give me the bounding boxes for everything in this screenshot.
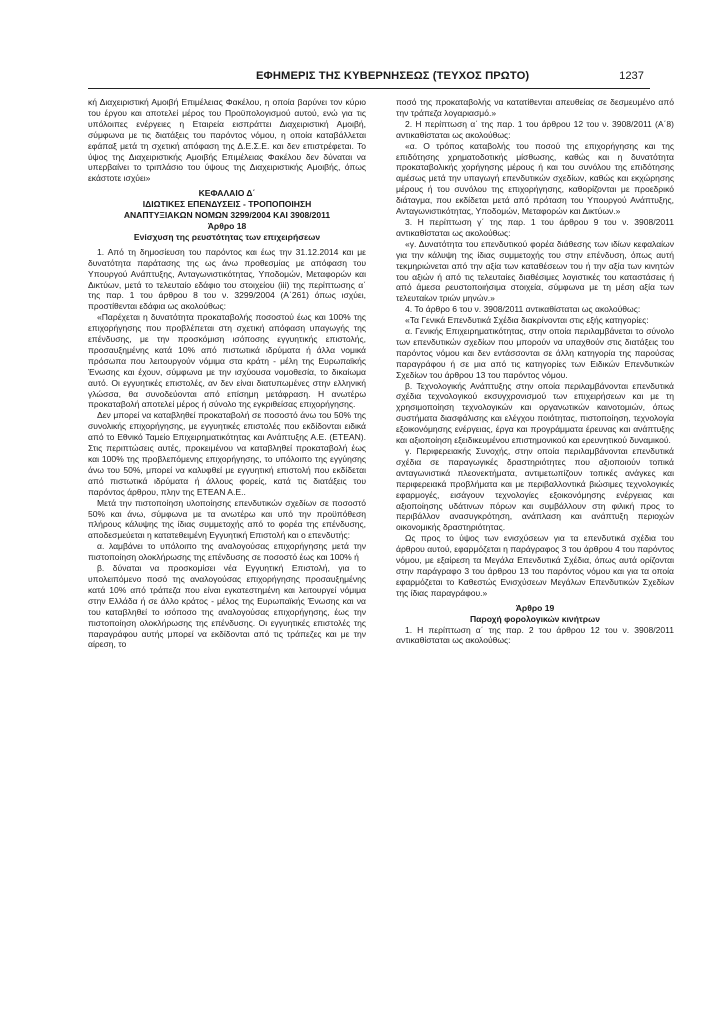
paragraph: 4. Το άρθρο 6 του ν. 3908/2011 αντικαθίσταται ως ακολούθως: — [405, 304, 641, 315]
paragraph: Ως προς το ύψος των ενισχύσεων για τα επενδυτικά σχέδια του άρθρου αυτού, εφαρμόζεται η παράγραφος 3 του άρθρου 4 του παρόντος νόμου, με εξαίρεση τα Μεγάλα Επενδυτικά Σχέδια, όπως αυτά ορίζονται στην παράγραφο 3 του άρθρου 13 του παρόντος νόμου και για τα οποία εφαρμόζεται το Καθεστώς Ενισχύσεων Μεγάλων Επενδυτικών Σχεδίων της ίδιας παραγράφου.» — [396, 533, 674, 598]
page-header — [88, 70, 650, 89]
paragraph: κή Διαχειριστική Αμοιβή Επιμέλειας Φακέλου, η οποία βαρύνει τον κύριο του έργου και αποτελεί μέρος του Προϋπολογισμού αυτού, ενώ για τις υπόλοιπες ενέργειες η Εταιρεία εισπράττει Διαχειριστική Αμοιβή, σύμφωνα με τις διατάξεις του παρόντος νόμου, η οποία καταβάλλεται εφάπαξ μετά τη σχετική απόφαση της Δ.Ε.Σ.Ε. και δεν επιστρέφεται. Το ύψος της Διαχειριστικής Αμοιβής Επιμέλειας Φακέλου δεν δύναται να υπερβαίνει το τριπλάσιο του ύψους της Διαχειριστικής Αμοιβής, όπως εκάστοτε ισχύει» — [88, 97, 366, 184]
paragraph: β. Τεχνολογικής Ανάπτυξης στην οποία περιλαμβάνονται επενδυτικά σχέδια τεχνολογικού εκσυγχρονισμού των επιχειρήσεων και με τη χρησιμοποίηση τεχνολογικών και οργανωτικών καινοτομιών, όπως συστήματα διασφάλισης και ελέγχου ποιότητας, πιστοποίηση, τεχνολογία εξοικονόμησης ενέργειας, έργα και προγράμματα έρευνας και ανάπτυξης και αξιοποίηση εξειδικευμένου επιστημονικού και ερευνητικού δυναμικού. — [396, 380, 674, 446]
paragraph: 2. Η περίπτωση α΄ της παρ. 1 του άρθρου 12 του ν. 3908/2011 (Α΄8) αντικαθίσταται ως ακολούθως: — [396, 118, 674, 140]
left-column — [88, 97, 366, 650]
paragraph: Μετά την πιστοποίηση υλοποίησης επενδυτικών σχεδίων σε ποσοστό 50% και άνω, σύμφωνα με τα ανωτέρω και υπό την προϋπόθεση πλήρους κάλυψης της ίδιας συμμετοχής από το φορέα της επένδυσης, αποδεσμεύεται η κατατεθειμένη Εγγυητική Επιστολή και ο επενδυτής: — [88, 497, 366, 541]
paragraph: 1. Η περίπτωση α΄ της παρ. 2 του άρθρου 12 του ν. 3908/2011 αντικαθίσταται ως ακολούθως: — [396, 624, 674, 646]
paragraph: «Παρέχεται η δυνατότητα προκαταβολής ποσοστού έως και 100% της επιχορήγησης που προβλέπεται στη σχετική απόφαση υπαγωγής της επένδυσης, με την προσκόμιση ισόποσης εγγυητικής επιστολής, προσαυξημένης κατά 10% από πιστωτικά ιδρύματα ή άλλα νομικά πρόσωπα που λειτουργούν νόμιμα στα κράτη - μέλη της Ευρωπαϊκής Ένωσης και έχουν, σύμφωνα με την ισχύουσα νομοθεσία, το δικαίωμα αυτό. Οι εγγυητικές επιστολές, αν δεν είναι διατυπωμένες στην ελληνική γλώσσα, θα συνοδεύονται από επίσημη μετάφραση. Η ανωτέρω προκαταβολή αποτελεί μέρος ή σύνολο της εγκριθείσας επιχορήγησης. — [88, 312, 366, 410]
paragraph: «γ. Δυνατότητα του επενδυτικού φορέα διάθεσης των ιδίων κεφαλαίων για την κάλυψη της ίδιας συμμετοχής του στην επένδυση, όπως αυτή τεκμηριώνεται από την αξία των καταθέσεων του ή την αξία των κινητών του αξιών ή από τις τελευταίες διαθέσιμες λογιστικές του καταστάσεις ή από άμεσα ρευστοποιήσιμα στοιχεία, σύμφωνα με τη μέση αξία των τελευταίων τριών μηνών.» — [396, 238, 674, 304]
paragraph: Δεν μπορεί να καταβληθεί προκαταβολή σε ποσοστό άνω του 50% της συνολικής επιχορήγησης, με εγγυητικές επιστολές που εκδίδονται ειδικά από το Εθνικό Ταμείο Επιχειρηματικότητας και Ανάπτυξης Α.Ε. (ΕΤΕΑΝ). Στις περιπτώσεις αυτές, προκειμένου να καταβληθεί προκαταβολή έως και 100% της προβλεπόμενης επιχορήγησης, το υπόλοιπο της εγγύησης άνω του 50%, μπορεί να καλυφθεί με εγγυητική επιστολή που εκδίδεται από πιστωτικά ιδρύματα ή άλλους φορείς, κατά τις διατάξεις του παρόντος άρθρου, πλην της ΕΤΕΑΝ Α.Ε.. — [88, 410, 366, 497]
page-number: 1237 — [619, 70, 644, 82]
chapter-label: ΚΕΦΑΛΑΙΟ Δ΄ — [198, 188, 256, 199]
chapter-title: ΙΔΙΩΤΙΚΕΣ ΕΠΕΝΔΥΣΕΙΣ - ΤΡΟΠΟΠΟΙΗΣΗ — [142, 199, 312, 210]
paragraph: ποσό της προκαταβολής να κατατίθενται απευθείας σε δεσμευμένο από την τράπεζα λογαριασμό.» — [396, 97, 674, 118]
gazette-title: ΕΦΗΜΕΡΙΣ ΤΗΣ ΚΥΒΕΡΝΗΣΕΩΣ (ΤΕΥΧΟΣ ΠΡΩΤΟ) — [256, 70, 530, 82]
paragraph: β. δύναται να προσκομίσει νέα Εγγυητική Επιστολή, για το υπολειπόμενο ποσό της αναλογούσας επιχορήγησης προσαυξημένης κατά 10% από τράπεζα που είναι εγκατεστημένη και λειτουργεί νόμιμα στην Ελλάδα ή σε άλλο κράτος - μέλος της Ευρωπαϊκής Ένωσης και να του καταβληθεί το ισόποσο της αναλογούσας επιχορήγησης, έως την πιστοποίηση ολοκλήρωσης της επένδυσης. Οι εγγυητικές επιστολές της παραγράφου αυτής μπορεί να εκδίδονται από τις τράπεζες και με την αίρεση, το — [88, 563, 366, 650]
article-title: Ενίσχυση της ρευστότητας των επιχειρήσεων — [133, 231, 321, 242]
paragraph: «α. Ο τρόπος καταβολής του ποσού της επιχορήγησης και της επιδότησης χρηματοδοτικής μίσθωσης, καθώς και η δυνατότητα προκαταβολικής χορήγησης μέρους ή και του συνόλου της επιδότησης αμέσως μετά την υπαγωγή επενδυτικών σχεδίων, καθώς και εκχώρησης μέρους ή του συνόλου της επιχορήγησης, καθορίζονται με προεδρικό διάταγμα, που εκδίδεται μετά από πρόταση του Υπουργού Ανάπτυξης, Ανταγωνιστικότητας, Υποδομών, Μεταφορών και Δικτύων.» — [396, 140, 674, 217]
article-number: Άρθρο 19 — [515, 602, 555, 613]
paragraph: «Τα Γενικά Επενδυτικά Σχέδια διακρίνονται στις εξής κατηγορίες: — [405, 315, 649, 326]
right-column — [396, 97, 674, 646]
paragraph: α. λαμβάνει το υπόλοιπο της αναλογούσας επιχορήγησης μετά την πιστοποίηση ολοκλήρωσης της επένδυσης σε ποσοστό έως και 100% ή — [88, 541, 366, 563]
paragraph: 3. Η περίπτωση γ΄ της παρ. 1 του άρθρου 9 του ν. 3908/2011 αντικαθίσταται ως ακολούθως: — [396, 216, 674, 238]
article-number: Άρθρο 18 — [207, 220, 247, 231]
paragraph: γ. Περιφερειακής Συνοχής, στην οποία περιλαμβάνονται επενδυτικά σχέδια σε παραγωγικές δραστηριότητες που αξιοποιούν τοπικά ανταγωνιστικά πλεονεκτήματα, αντιμετωπίζουν τοπικές ανάγκες και περιφερειακά προβλήματα και με περιβαλλοντικά βιώσιμες τεχνολογικές εφαρμογές, εισάγουν τεχνολογίες εξοικονόμησης ενέργειας και αξιοποίησης υδάτινων πόρων και συμβάλλουν στη φιλική προς το περιβάλλον ανασυγκρότηση, ανάπλαση και ανάπτυξη περιοχών οικονομικής δραστηριότητας. — [396, 446, 674, 533]
chapter-title: ΑΝΑΠΤΥΞΙΑΚΩΝ ΝΟΜΩΝ 3299/2004 ΚΑΙ 3908/2011 — [123, 210, 331, 221]
article-title: Παροχή φορολογικών κινήτρων — [469, 613, 600, 624]
paragraph: α. Γενικής Επιχειρηματικότητας, στην οποία περιλαμβάνεται το σύνολο των επενδυτικών σχεδίων που μπορούν να υπαχθούν στις διατάξεις του παρόντος νόμου και δεν εντάσσονται σε άλλη κατηγορία της παρούσας παραγράφου ή σε μια από τις κατηγορίες των Ειδικών Επενδυτικών Σχεδίων του άρθρου 13 του παρόντος νόμου. — [396, 326, 674, 380]
paragraph: 1. Από τη δημοσίευση του παρόντος και έως την 31.12.2014 και με δυνατότητα παράτασης της ως άνω προθεσμίας με απόφαση του Υπουργού Ανάπτυξης, Ανταγωνιστικότητας, Υποδομών, Μεταφορών και Δικτύων, μετά το τελευταίο εδάφιο του στοιχείου (iii) της περίπτωσης α΄ της παρ. 1 του άρθρου 8 του ν. 3299/2004 (Α΄261) όπως ισχύει, προστίθενται εδάφια ως ακολούθως: — [88, 246, 366, 312]
